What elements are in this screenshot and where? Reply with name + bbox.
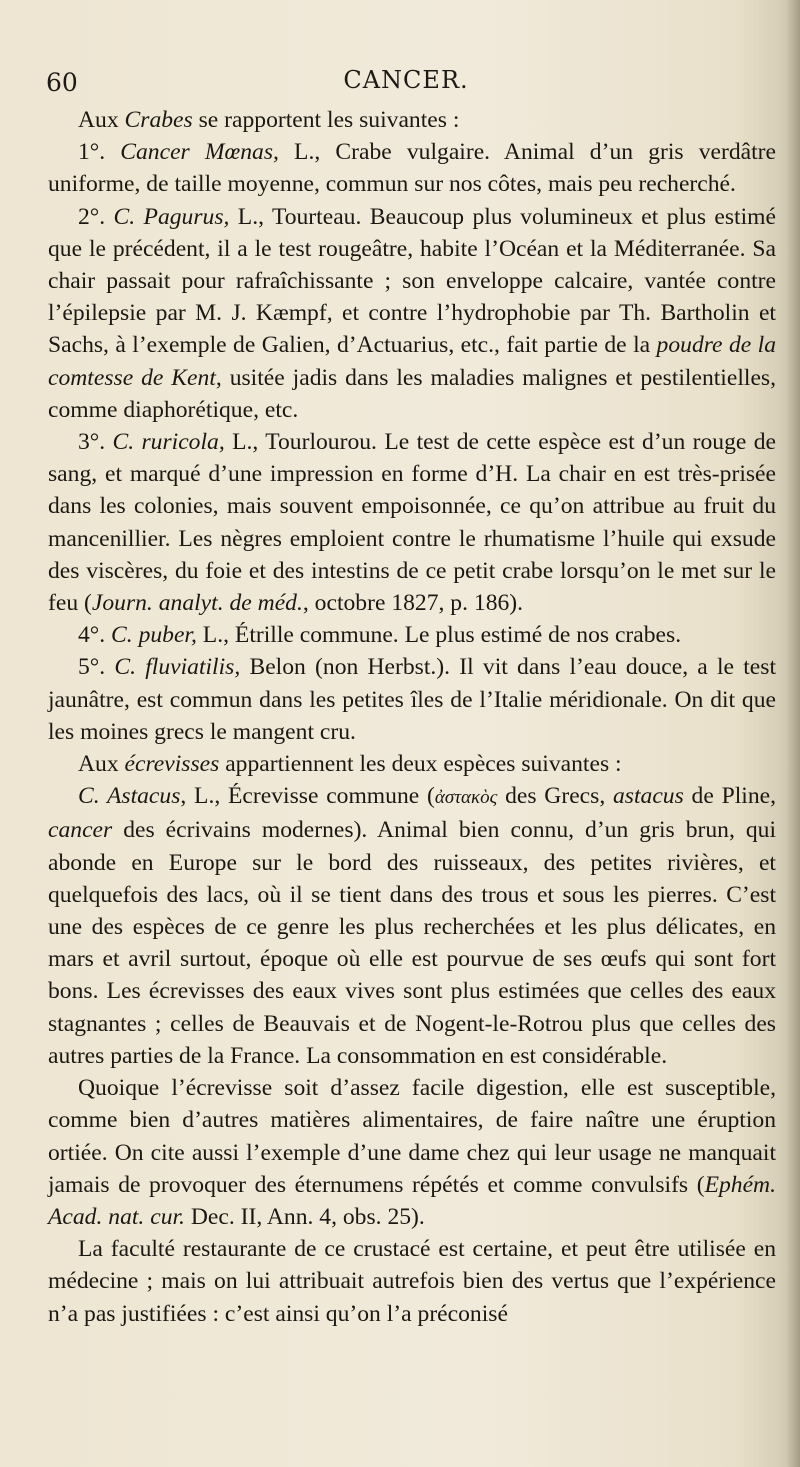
text-run: 3°.	[78, 429, 113, 456]
text-run: L., Étrille commune. Le plus estimé de nos crabes.	[196, 622, 682, 649]
paragraph	[48, 104, 776, 136]
italic-text-run: cancer	[48, 817, 113, 844]
text-run: Quoique l’écrevisse soit d’assez facile digestion, elle est susceptible, comme bien d’autres matières alimentaires, de faire naître une éruption ortiée. On cite aussi l’exemple d’une dame chez qui leur usage ne manquait jamais de provoquer des éternumens répétés et comme convulsifs (	[48, 1075, 776, 1198]
text-run: des écrivains modernes). Animal bien connu, d’un gris brun, qui abonde en Europe sur le bord des ruisseaux, des petites rivières, et quelquefois des lacs, où il se tient dans des trous et sous les pierres. C’est une des espèces de ce genre les plus recherchées et les plus délicates, en mars et avril surtout, époque où elle est pourvue de ses œufs qui sont fort bons. Les écrevisses des eaux vives sont plus estimées que celles des eaux stagnantes ; celles de Beauvais et de Nogent-le-Rotrou plus que celles des autres parties de la France. La consommation en est considérable.	[48, 817, 776, 1069]
text-run: L., Tourlourou. Le test de cette espèce est d’un rouge de sang, et marqué d’une impression en forme d’H. La chair en est très-prisée dans les colonies, mais souvent empoisonnée, ce qu’on attribue au fruit du mancenillier. Les nègres emploient contre le rhumatisme l’huile qui exsude des viscères, du foie et des intestins de ce petit crabe lorsqu’on le met sur le feu (	[48, 429, 776, 617]
italic-text-run: Crabes	[124, 107, 193, 133]
text-run: 5°.	[78, 654, 115, 681]
italic-text-run: astacus	[613, 783, 684, 810]
body-text	[48, 104, 776, 1330]
running-head: CANCER.	[343, 66, 469, 94]
italic-text-run: Journ. analyt. de méd.	[91, 590, 303, 617]
text-run: 4°.	[78, 622, 112, 649]
text-run: Dec. II, Ann. 4, obs. 25).	[184, 1203, 425, 1230]
italic-text-run: Ephém. Acad. nat. cur.	[48, 1171, 776, 1230]
text-run: Belon (non Herbst.). Il vit dans l’eau douce, a le test jaunâtre, est commun dans les petites îles de l’Italie méridionale. On dit que les moines grecs le mangent cru.	[48, 654, 776, 745]
paragraph	[48, 780, 776, 1072]
text-run: Aux	[78, 751, 125, 778]
text-run: L., Tourteau. Beaucoup plus volumineux et plus estimé que le précédent, il a le test rougeâtre, habite l’Océan et la Méditerranée. Sa chair passait pour rafraîchissante ; son enveloppe calcaire, vantée contre l’épilepsie par M. J. Kæmpf, et contre l’hydrophobie par Th. Bartholin et Sachs, à l’exemple de Galien, d’Actuarius, etc., fait partie de la	[48, 203, 776, 359]
text-run: , usitée jadis dans les maladies malignes et pestilentielles, comme diaphorétique, etc.	[48, 364, 776, 423]
italic-text-run: C. fluviatilis,	[114, 654, 241, 681]
text-run: , L., Écrevisse commune (	[180, 783, 435, 810]
text-run: La faculté restaurante de ce crustacé est certaine, et peut être utilisée en médecine ; mais on lui attribuait autrefois bien des vertus que l’expérience n’a pas justifiées : c’est ainsi qu’on l’a préconisé	[48, 1236, 776, 1327]
italic-text-run: écrevisses	[124, 751, 220, 778]
paragraph	[48, 201, 776, 426]
text-run: Aux	[78, 107, 125, 133]
page-number: 60	[46, 68, 78, 97]
text-run: appartiennent les deux espèces suivantes :	[219, 751, 622, 778]
paragraph	[48, 1072, 776, 1233]
page-header	[46, 62, 766, 102]
paragraph	[48, 1233, 776, 1330]
italic-text-run: C. ruricola,	[112, 429, 225, 456]
italic-text-run: Cancer Mœnas,	[120, 139, 279, 166]
paragraph	[48, 748, 776, 780]
italic-text-run: C. puber,	[111, 622, 197, 649]
paragraph	[48, 426, 776, 619]
greek-text-run: ἀστακὸς	[434, 787, 498, 809]
text-run: de Pline,	[683, 783, 776, 810]
text-run: se rapportent les suivantes :	[192, 107, 460, 133]
text-run: , octobre 1827, p. 186).	[302, 590, 524, 617]
paragraph	[48, 619, 776, 651]
italic-text-run: poudre de la comtesse de Kent	[48, 332, 776, 391]
italic-text-run: C. Pagurus,	[113, 203, 230, 230]
text-run: 1°.	[78, 139, 121, 166]
paragraph	[48, 651, 776, 748]
text-run: 2°.	[78, 203, 114, 230]
page-edge-shadow	[786, 0, 800, 1467]
text-run: des Grecs,	[497, 783, 613, 810]
text-run: L., Crabe vulgaire. Animal d’un gris verdâtre uniforme, de taille moyenne, commun sur nos côtes, mais peu recherché.	[48, 139, 776, 198]
paragraph	[48, 136, 776, 200]
italic-text-run: C. Astacus	[78, 783, 181, 810]
